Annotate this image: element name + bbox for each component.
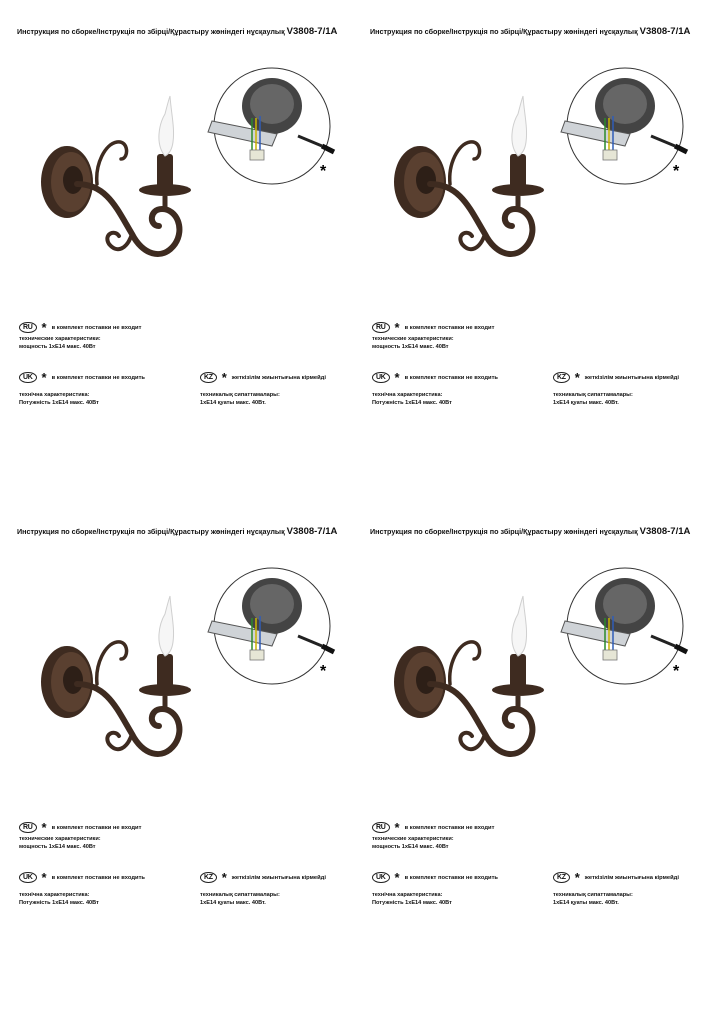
kz-note: KZ * жеткізілім жиынтығына кірмейді: [200, 872, 326, 883]
ru-note: RU * в комплект поставки не входит: [372, 322, 494, 333]
asterisk-icon: *: [394, 370, 400, 385]
ru-spec: технические характеристики: мощность 1хЕ14 макс. 40Вт: [372, 336, 454, 350]
uk-badge: UK: [19, 372, 37, 383]
kz-badge: KZ: [200, 372, 217, 383]
uk-spec: технічна характеристика: Потужність 1хЕ14 макс. 40Вт: [372, 392, 452, 406]
wall-sconce-image: [390, 84, 580, 274]
wall-sconce-image: [390, 584, 580, 774]
instruction-panel-bottom-right: [370, 526, 707, 1021]
asterisk-icon: *: [673, 663, 680, 680]
ru-note: RU * в комплект поставки не входит: [372, 822, 494, 833]
model-number: V3808-7/1A: [639, 26, 691, 37]
ru-badge: RU: [19, 822, 37, 833]
wall-sconce-image: [37, 84, 227, 274]
asterisk-icon: *: [394, 870, 400, 885]
instruction-panel-bottom-left: [17, 526, 362, 1021]
ru-spec: технические характеристики: мощность 1хЕ14 макс. 40Вт: [19, 836, 101, 850]
asterisk-icon: *: [41, 820, 47, 835]
asterisk-icon: *: [673, 163, 680, 180]
kz-badge: KZ: [200, 872, 217, 883]
kz-spec: техникалық сипаттамалары: 1хЕ14 қуаты макс. 40Вт.: [200, 892, 280, 906]
ru-badge: RU: [372, 322, 390, 333]
ru-note: RU * в комплект поставки не входит: [19, 322, 141, 333]
page-title: Инструкция по сборке/Інструкція по збірці/Құрастыру жөніндегі нұсқаулық V3808-7/1A: [370, 526, 691, 537]
kz-note: KZ * жеткізілім жиынтығына кірмейді: [553, 872, 679, 883]
page-title: Инструкция по сборке/Інструкція по збірці/Құрастыру жөніндегі нұсқаулық V3808-7/1A: [17, 526, 338, 537]
model-number: V3808-7/1A: [286, 26, 338, 37]
kz-spec: техникалық сипаттамалары: 1хЕ14 қуаты макс. 40Вт.: [200, 392, 280, 406]
asterisk-icon: *: [394, 320, 400, 335]
kz-badge: KZ: [553, 872, 570, 883]
page-title: Инструкция по сборке/Інструкція по збірці/Құрастыру жөніндегі нұсқаулық V3808-7/1A: [17, 26, 338, 37]
mounting-diagram-image: [555, 66, 695, 186]
ru-badge: RU: [19, 322, 37, 333]
mounting-diagram-image: [555, 566, 695, 686]
ru-badge: RU: [372, 822, 390, 833]
uk-badge: UK: [372, 872, 390, 883]
asterisk-icon: *: [574, 370, 580, 385]
uk-spec: технічна характеристика: Потужність 1хЕ14 макс. 40Вт: [19, 892, 99, 906]
asterisk-icon: *: [574, 870, 580, 885]
asterisk-icon: *: [221, 870, 227, 885]
kz-badge: KZ: [553, 372, 570, 383]
mounting-diagram-image: [202, 66, 342, 186]
model-number: V3808-7/1A: [639, 526, 691, 537]
page-title: Инструкция по сборке/Інструкція по збірці/Құрастыру жөніндегі нұсқаулық V3808-7/1A: [370, 26, 691, 37]
asterisk-icon: *: [221, 370, 227, 385]
asterisk-icon: *: [41, 370, 47, 385]
uk-spec: технічна характеристика: Потужність 1хЕ14 макс. 40Вт: [19, 392, 99, 406]
model-number: V3808-7/1A: [286, 526, 338, 537]
asterisk-icon: *: [320, 663, 327, 680]
uk-note: UK * в комплект поставки не входить: [19, 372, 145, 383]
asterisk-icon: *: [41, 870, 47, 885]
instruction-panel-top-left: [17, 26, 362, 521]
asterisk-icon: *: [41, 320, 47, 335]
uk-note: UK * в комплект поставки не входить: [372, 872, 498, 883]
ru-spec: технические характеристики: мощность 1хЕ14 макс. 40Вт: [19, 336, 101, 350]
wall-sconce-image: [37, 584, 227, 774]
instruction-panel-top-right: [370, 26, 707, 521]
kz-note: KZ * жеткізілім жиынтығына кірмейді: [200, 372, 326, 383]
kz-note: KZ * жеткізілім жиынтығына кірмейді: [553, 372, 679, 383]
kz-spec: техникалық сипаттамалары: 1хЕ14 қуаты макс. 40Вт.: [553, 892, 633, 906]
ru-note: RU * в комплект поставки не входит: [19, 822, 141, 833]
uk-note: UK * в комплект поставки не входить: [372, 372, 498, 383]
asterisk-icon: *: [394, 820, 400, 835]
uk-note: UK * в комплект поставки не входить: [19, 872, 145, 883]
uk-badge: UK: [19, 872, 37, 883]
kz-spec: техникалық сипаттамалары: 1хЕ14 қуаты макс. 40Вт.: [553, 392, 633, 406]
mounting-diagram-image: [202, 566, 342, 686]
uk-spec: технічна характеристика: Потужність 1хЕ14 макс. 40Вт: [372, 892, 452, 906]
uk-badge: UK: [372, 372, 390, 383]
asterisk-icon: *: [320, 163, 327, 180]
ru-spec: технические характеристики: мощность 1хЕ14 макс. 40Вт: [372, 836, 454, 850]
